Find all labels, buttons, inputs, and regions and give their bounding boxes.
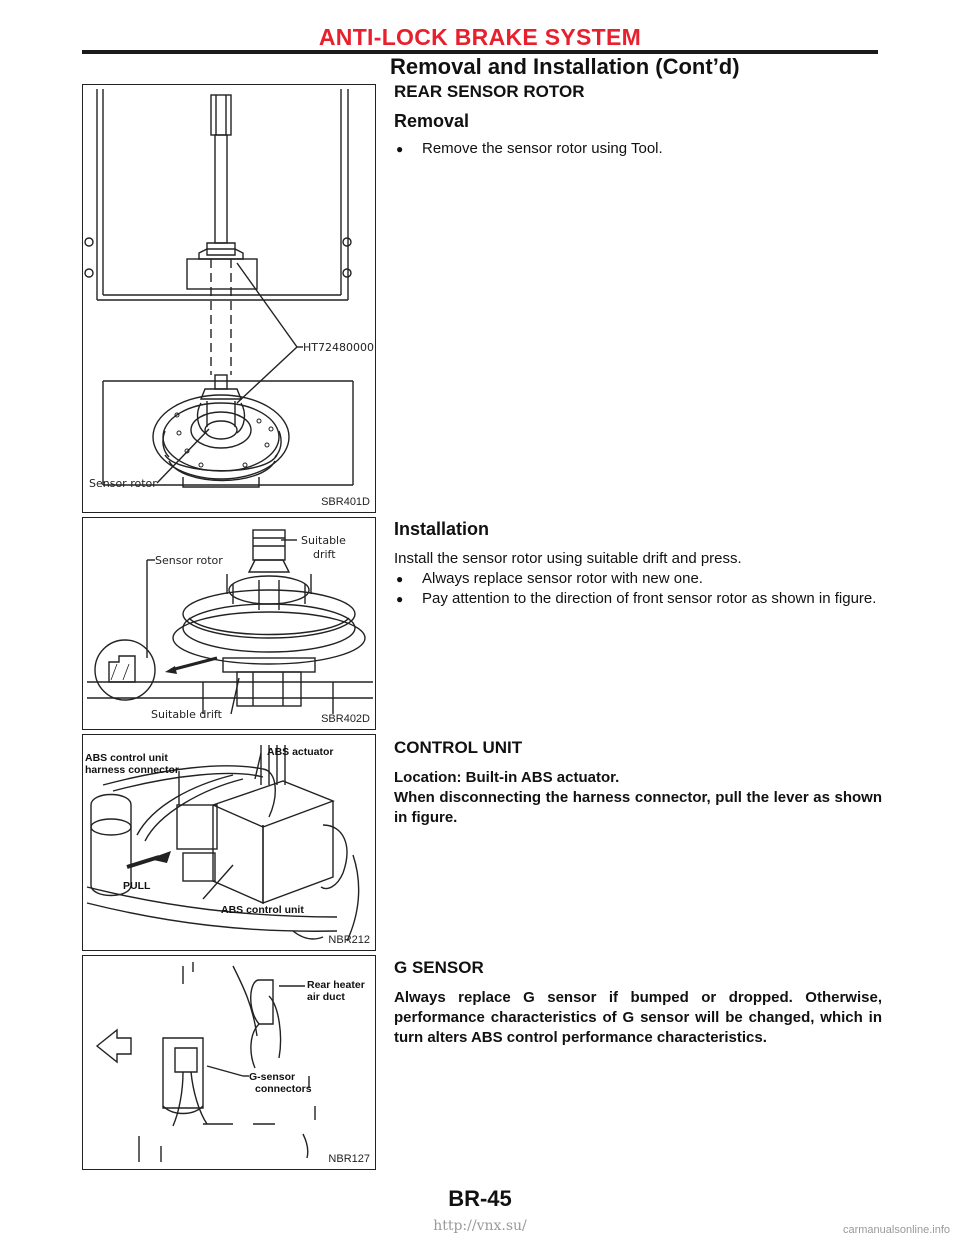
bullet-mark: ● [396,142,404,156]
watermark: carmanualsonline.info [842,1224,950,1236]
bullet-mark: ● [396,572,404,586]
installation-bullet-text: Pay attention to the direction of front sensor rotor as shown in figure. [422,590,877,607]
label-connectors: connectors [255,1083,312,1095]
sensor-rotor-removal-illustration [83,85,375,512]
heading-g-sensor: G SENSOR [394,958,484,977]
bullet-mark: ● [396,592,404,606]
heading-installation: Installation [394,519,490,539]
label-pull: PULL [123,880,151,892]
figure-control-unit [82,734,376,951]
g-sensor-text: Always replace G sensor if bumped or dropped. Otherwise, performance characteristics of G sensor will be changed, which in turn alters ABS control performance characteristics. [394,989,882,1046]
figure-code: SBR402D [321,713,370,725]
section-installation [394,519,882,609]
installation-bullet [394,569,882,589]
figure-sensor-rotor-installation [82,517,376,730]
installation-bullet-text: Always replace sensor rotor with new one. [422,570,703,587]
figure-code: SBR401D [321,496,370,508]
figure-code: NBR127 [328,1153,370,1165]
figure-code: NBR212 [328,934,370,946]
label-rear-heater: Rear heater [307,979,365,991]
label-suitable-drift-bottom: Suitable drift [151,708,222,721]
footer-url[interactable]: http://vnx.su/ [433,1218,527,1234]
label-abs-actuator: ABS actuator [267,746,334,758]
section-title: ANTI-LOCK BRAKE SYSTEM [318,24,642,50]
heading-removal: Removal [394,111,470,131]
figure-sensor-rotor-removal [82,84,376,513]
label-g-sensor: G-sensor [249,1071,296,1083]
removal-bullet-text: Remove the sensor rotor using Tool. [422,140,663,157]
label-sensor-rotor: Sensor rotor [155,554,223,567]
label-suitable-drift-top: Suitable [301,534,346,547]
label-harness-connector: harness connector [85,764,179,776]
removal-bullet [394,139,882,159]
page-number: BR-45 [448,1186,512,1211]
section-rear-sensor-rotor [394,82,882,159]
g-sensor-illustration [83,956,375,1169]
heading-control-unit: CONTROL UNIT [394,738,523,757]
heading-rear-sensor-rotor: REAR SENSOR ROTOR [394,82,585,101]
label-drift-top: drift [313,548,336,561]
sensor-rotor-installation-illustration [83,518,375,729]
control-unit-instruction: When disconnecting the harness connector, pull the lever as shown in figure. [394,789,882,826]
section-g-sensor [394,958,882,1048]
abs-control-unit-illustration [83,735,375,950]
label-tool-number: HT72480000 [303,341,374,354]
installation-bullet [394,589,882,609]
label-air-duct: air duct [307,991,345,1003]
label-abs-control-unit: ABS control unit [221,904,304,916]
label-abs-control-unit-harness: ABS control unit [85,752,168,764]
installation-text: Install the sensor rotor using suitable drift and press. [394,550,742,567]
label-sensor-rotor: Sensor rotor [89,477,157,490]
section-control-unit [394,738,882,828]
control-unit-location: Location: Built-in ABS actuator. [394,769,620,786]
figure-g-sensor [82,955,376,1170]
page-subtitle: Removal and Installation (Cont’d) [390,54,740,79]
